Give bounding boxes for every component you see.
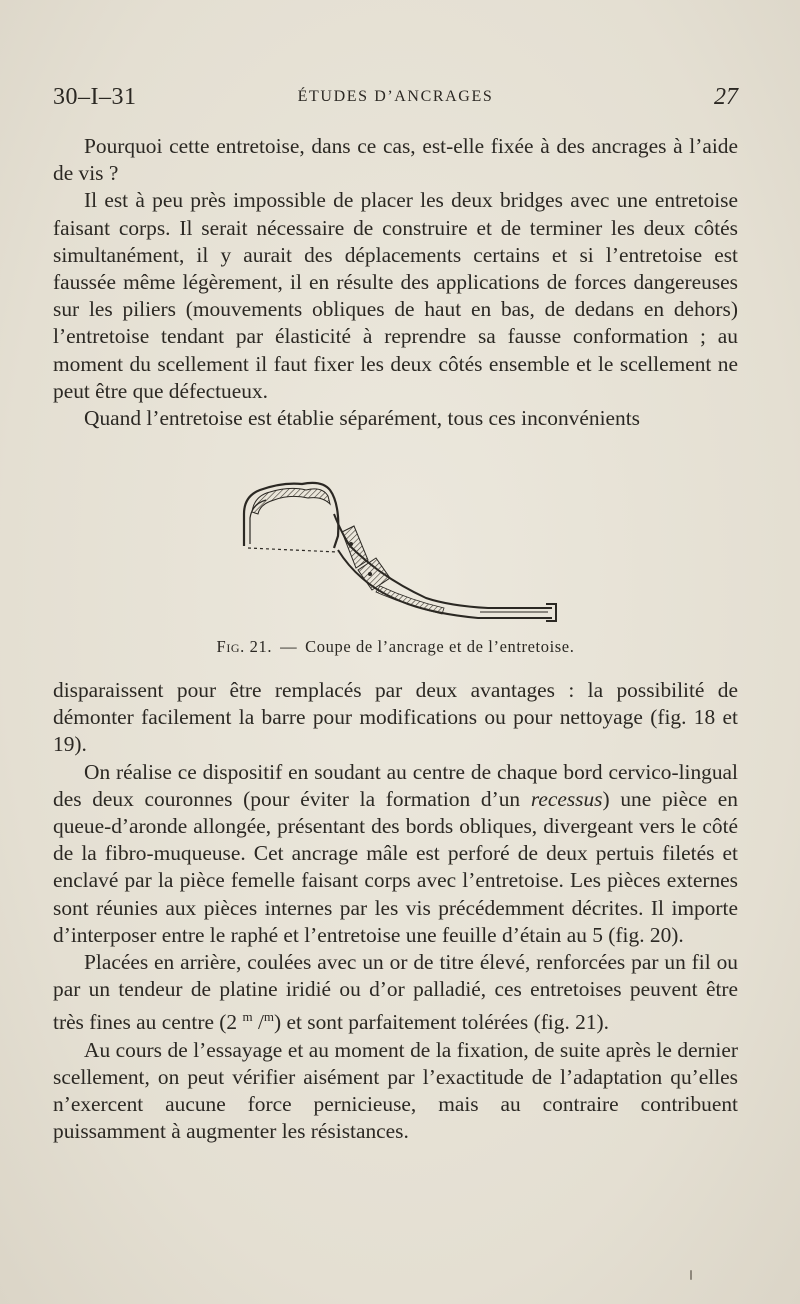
text-block-top bbox=[53, 133, 738, 432]
recessus-term: recessus bbox=[530, 786, 603, 811]
paper-speck bbox=[690, 1270, 692, 1280]
figure-caption bbox=[53, 637, 738, 657]
running-header bbox=[53, 84, 738, 114]
paragraph-impossibility: Il est à peu près impossible de placer les deux bridges avec une entretoise faisant corps. Il serait nécessaire de construire et de terminer les deux côtés simultanément, il y aurait des déplacements certains et si l’entretoise est faussée même légèrement, il en résulte des applications de forces dangereuses sur les piliers (mouvements obliques de haut en bas, de dedans en dehors) l’entretoise tendant par élasticité à reprendre sa fausse conformation ; au moment du scellement il faut fixer les deux côtés ensemble et le scellement ne peut être que défectueux. bbox=[53, 188, 738, 403]
text-block-bottom bbox=[53, 677, 738, 1146]
paragraph-separate-start: Quand l’entretoise est établie séparément, tous ces inconvénients bbox=[84, 406, 640, 431]
running-title: ÉTUDES D’ANCRAGES bbox=[297, 88, 494, 105]
figure-label: Fig. 21. bbox=[216, 637, 273, 656]
gum-line bbox=[248, 548, 338, 552]
page-number: 27 bbox=[714, 84, 738, 110]
section-reference: 30–I–31 bbox=[53, 84, 137, 110]
paragraph-dispositif: On réalise ce dispositif en soudant au centre de chaque bord cervico-lingual des deux couronnes (pour éviter la formation d’un recessus) une pièce en queue-d’aronde allongée, présentant des bords obliques, divergeant vers le côté de la fibro-muqueuse. Cet ancrage mâle est perforé de deux pertuis filetés et enclavé par la pièce femelle faisant corps avec l’entretoise. Les pièces externes sont réunies aux pièces internes par les vis précédemment décrites. Il importe d’interposer entre le raphé et l’entretoise une feuille d’étain au 5 (fig. 20). bbox=[53, 759, 738, 947]
paragraph-placement: Placées en arrière, coulées avec un or de titre élevé, renforcées par un fil ou par un tendeur de platine iridié ou d’or palladié, ces entretoises peuvent être très fines au centre (2 $^m$ /$^m$) et sont parfaitement tolérées (fig. 21). bbox=[53, 950, 738, 1035]
caption-dash: — bbox=[280, 637, 298, 656]
anchor-crosspiece-section-drawing bbox=[230, 474, 570, 634]
paragraph-question: Pourquoi cette entretoise, dans ce cas, est-elle fixée à des ancrages à l’aide de vis ? bbox=[53, 134, 738, 186]
figure-21-illustration bbox=[230, 474, 570, 634]
figure-caption-text: Coupe de l’ancrage et de l’entretoise. bbox=[305, 637, 575, 656]
paragraph-essayage: Au cours de l’essayage et au moment de la fixation, de suite après le dernier scellement, on peut vérifier aisément par l’exactitude de l’adaptation qu’elles n’exercent aucune force pernicieuse, mais au contraire contribuent puissamment à augmenter les résistances. bbox=[53, 1037, 738, 1144]
paragraph-continuation: disparaissent pour être remplacés par deux avantages : la possibilité de démonter facilement la barre pour modifications ou pour nettoyage (fig. 18 et 19). bbox=[53, 678, 738, 757]
